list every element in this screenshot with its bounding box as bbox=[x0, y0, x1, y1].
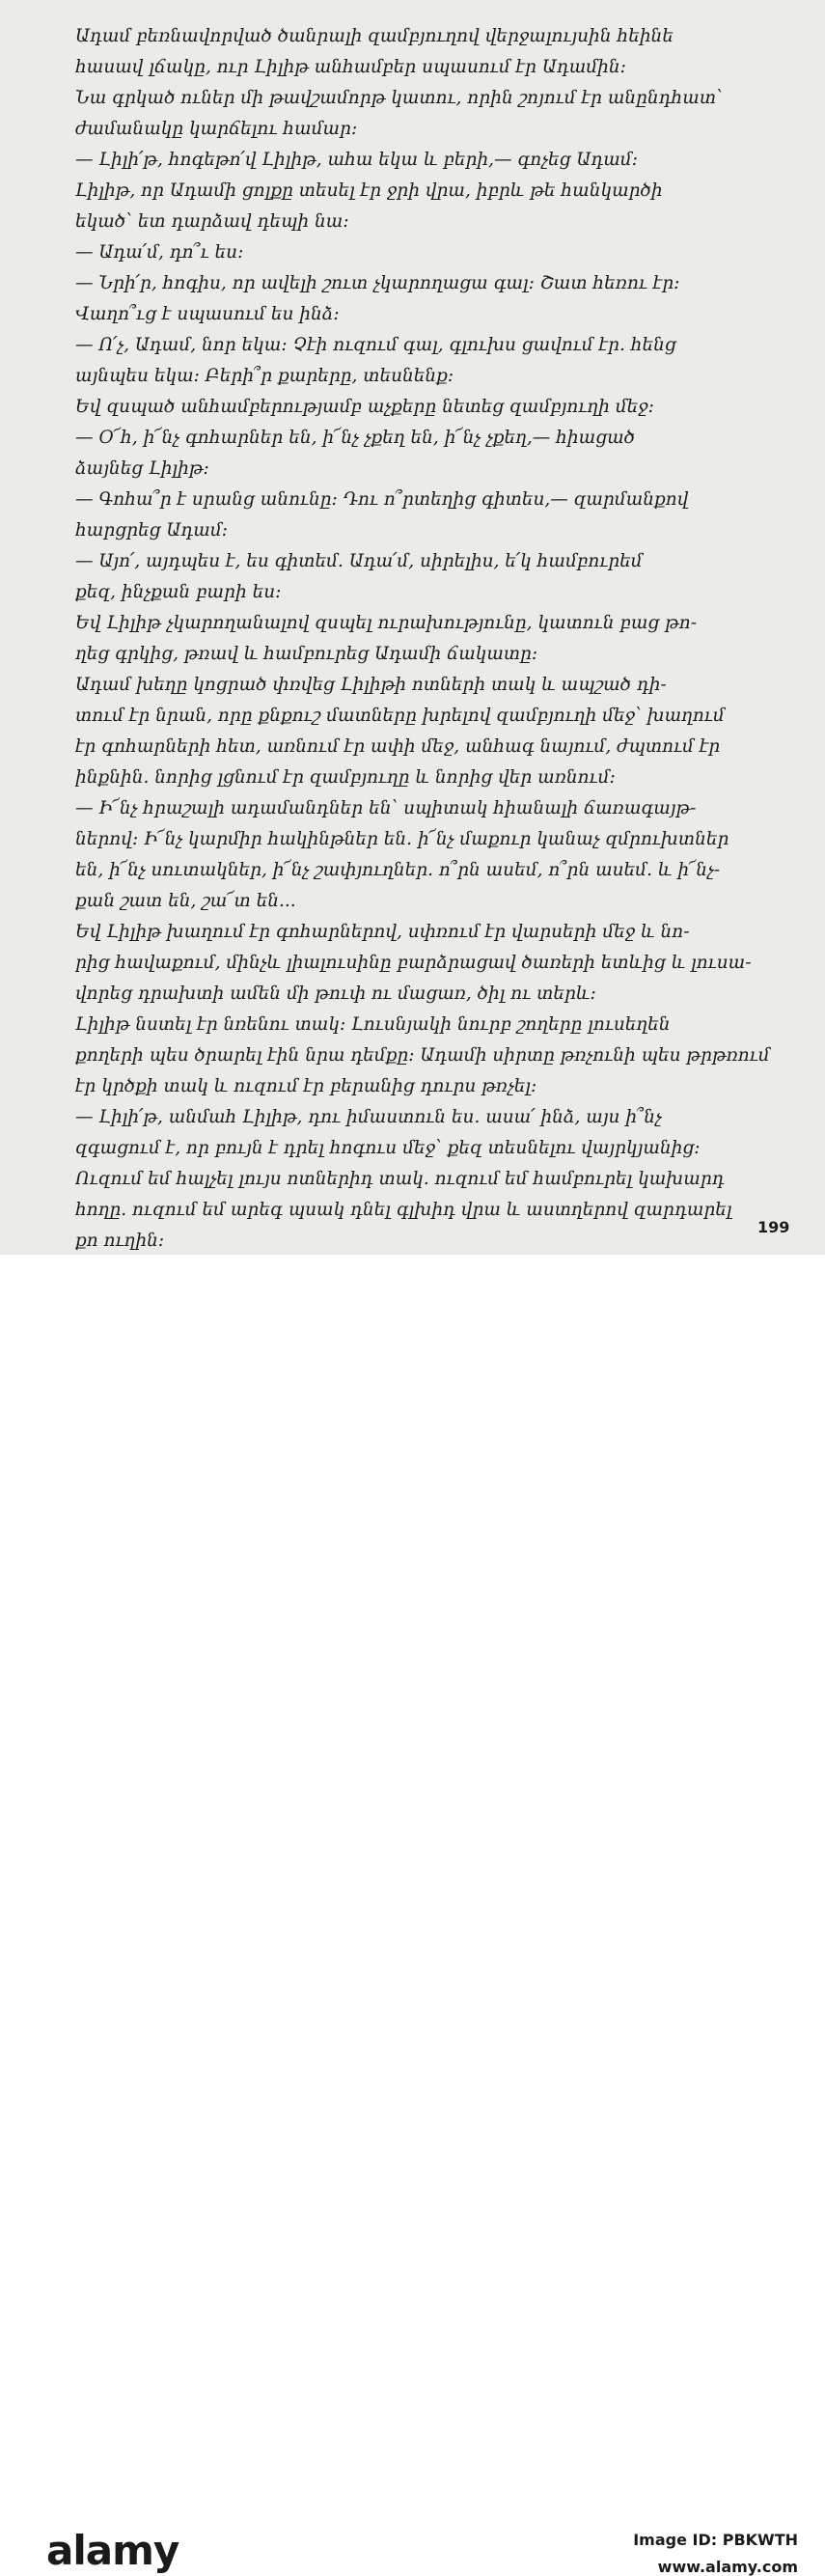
book-page bbox=[0, 0, 825, 1255]
text-line: — Նրի՛ր, հոգիս, որ ավելի շուտ չկարողացա գալ։ Շատ հեռու էր։ bbox=[75, 273, 680, 293]
text-line: ժամանակը կարճելու համար։ bbox=[75, 119, 358, 139]
text-line: հարցրեց Ադամ։ bbox=[75, 520, 229, 540]
text-line: — Գոհա՞ր է սրանց անունը։ Դու ո՞րտեղից գիտես,— զարմանքով bbox=[75, 489, 689, 510]
page-body-text bbox=[75, 21, 789, 1257]
text-line: վորեց դրախտի ամեն մի թուփ ու մացառ, ծիլ ու տերև։ bbox=[75, 983, 596, 1004]
text-line: Ադամ խեղը կոցրած փռվեց Լիլիթի ոտների տակ և ապշած դի- bbox=[75, 675, 667, 695]
text-line: ինքնին. նորից լցնում էր զամբյուղը և նորից վեր առնում։ bbox=[75, 767, 616, 788]
text-line: — Լիլի՛թ, հոգեթո՛վ Լիլիթ, ահա եկա և բերի,— գոչեց Ադամ։ bbox=[75, 150, 638, 170]
text-line: — Ադա՛մ, դո՞ւ ես։ bbox=[75, 242, 244, 263]
website-label: www.alamy.com bbox=[657, 2558, 798, 2576]
text-line: — Լիլի՛թ, անմահ Լիլիթ, դու իմաստուն ես. ասա՛ ինձ, այս ի՞նչ bbox=[75, 1107, 662, 1127]
text-line: այնպես եկա։ Բերի՞ր քարերը, տեսնենք։ bbox=[75, 366, 454, 386]
text-line: Եվ Լիլիթ խաղում էր գոհարներով, սփռում էր վարսերի մեջ և նո- bbox=[75, 922, 690, 942]
image-id-label: Image ID: PBKWTH bbox=[633, 2531, 798, 2549]
page-number: 199 bbox=[757, 1218, 790, 1236]
text-line: — Այո՛, այդպես է, ես գիտեմ. Ադա՛մ, սիրելիս, ե՛կ համբուրեմ bbox=[75, 551, 643, 571]
text-line: քան շատ են, շա՜տ են... bbox=[75, 891, 296, 911]
text-line: հասավ լճակը, ուր Լիլիթ անհամբեր սպասում էր Ադամին։ bbox=[75, 57, 626, 77]
text-line: եկած՝ ետ դարձավ դեպի նա։ bbox=[75, 211, 349, 232]
text-line: Լիլիթ նստել էր նռենու տակ։ Լուսնյակի նուրբ շողերը լուսեղեն bbox=[75, 1014, 671, 1035]
text-line: Եվ Լիլիթ չկարողանալով զսպել ուրախությունը, կատուն բաց թո- bbox=[75, 613, 698, 633]
text-line: են, ի՜նչ սուտակներ, ի՜նչ շափյուղներ. ո՞րն ասեմ, ո՞րն ասեմ. և ի՜նչ- bbox=[75, 860, 721, 880]
watermark-bar bbox=[0, 1255, 825, 2576]
text-line: րից հավաքում, մինչև լիալուսինը բարձրացավ ծառերի ետևից և լուսա- bbox=[75, 953, 752, 973]
text-line: Ադամ բեռնավորված ծանրալի զամբյուղով վերջալույսին հեինե bbox=[75, 26, 674, 46]
text-line: — Օ՜հ, ի՜նչ գոհարներ են, ի՜նչ չքեղ են, ի՜նչ չքեղ,— հիացած bbox=[75, 428, 636, 448]
text-line: քողերի պես ծրարել էին նրա դեմքը։ Ադամի սիրտը թռչունի պես թրթռում bbox=[75, 1045, 770, 1066]
text-line: տում էր նրան, որը քնքուշ մատները խրելով զամբյուղի մեջ՝ խաղում bbox=[75, 706, 725, 726]
text-line: ներով։ Ի՜նչ կարմիր հակինթներ են. ի՜նչ մաքուր կանաչ զմրուխտներ bbox=[75, 829, 729, 849]
text-line: քեզ, ինչքան բարի ես։ bbox=[75, 582, 282, 602]
text-line: Վաղո՞ւց է սպասում ես ինձ։ bbox=[75, 304, 340, 324]
text-line: Ուզում եմ հալչել լույս ոտներիդ տակ. ուզում եմ համբուրել կախարդ bbox=[75, 1169, 725, 1189]
text-line: — Ի՜նչ հրաշալի ադամանդներ են՝ սպիտակ հիանալի ճառագայթ- bbox=[75, 798, 697, 818]
text-line: էր կրծքի տակ և ուզում էր բերանից դուրս թռչել։ bbox=[75, 1076, 537, 1096]
text-line: Եվ զսպած անհամբերությամբ աչքերը նետեց զամբյուղի մեջ։ bbox=[75, 397, 654, 417]
text-line: զգացում է, որ բույն է դրել հոգուս մեջ՝ քեզ տեսնելու վայրկյանից։ bbox=[75, 1138, 701, 1158]
text-line: Լիլիթ, որ Ադամի ցոլքը տեսել էր ջրի վրա, իբրև թե հանկարծի bbox=[75, 180, 663, 201]
text-line: քո ուղին։ bbox=[75, 1231, 165, 1251]
text-line: ղեց գրկից, թռավ և համբուրեց Ադամի ճակատը։ bbox=[75, 644, 538, 664]
text-line: — Ո՛չ, Ադամ, նոր եկա։ Չէի ուզում գալ, գլուխս ցավում էր. հենց bbox=[75, 335, 676, 355]
text-line: հողը. ուզում եմ արեգ պսակ դնել գլխիդ վրա և աստղերով զարդարել bbox=[75, 1200, 732, 1220]
text-line: Նա գրկած ուներ մի թավշամորթ կատու, որին շոյում էր անընդհատ՝ bbox=[75, 88, 723, 108]
text-line: էր գոհարների հետ, առնում էր ափի մեջ, անհագ նայում, ժպտում էր bbox=[75, 736, 721, 757]
text-line: ձայնեց Լիլիթ։ bbox=[75, 458, 209, 479]
alamy-logo: alamy bbox=[46, 2527, 179, 2574]
